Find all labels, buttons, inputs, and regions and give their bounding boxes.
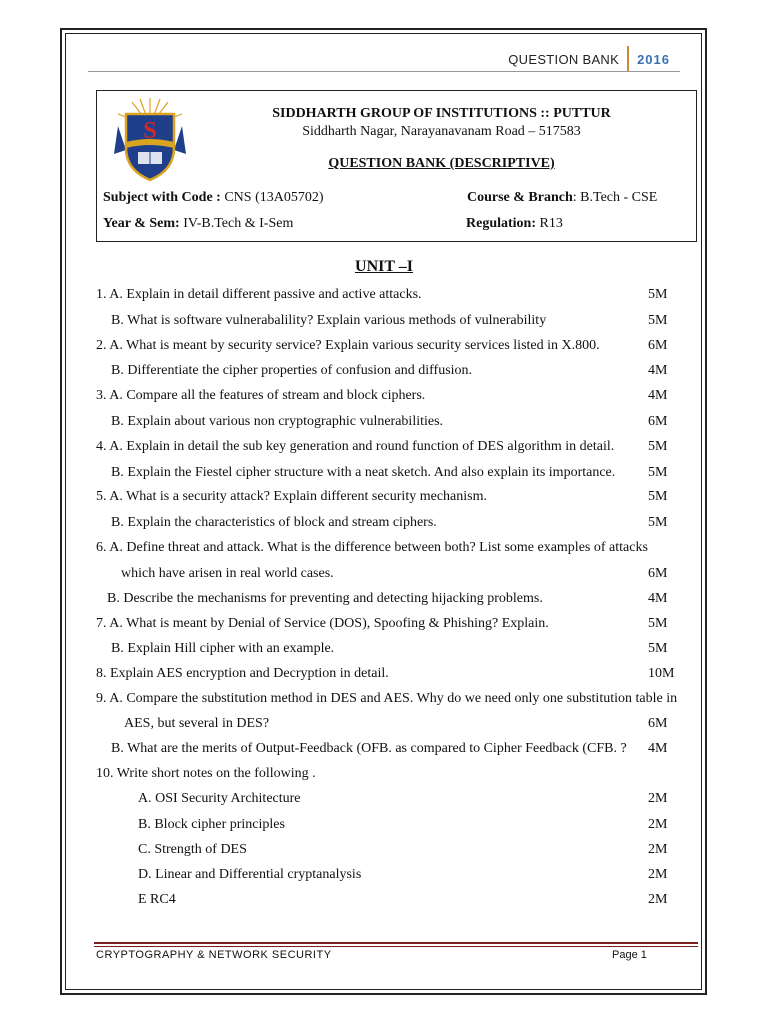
question-row: [96, 388, 696, 408]
question-text: 7. A. What is meant by Denial of Service (DOS), Spoofing & Phishing? Explain.: [96, 616, 549, 631]
question-row: [96, 566, 696, 586]
header-label: QUESTION BANK: [508, 51, 620, 67]
question-row: [96, 741, 696, 761]
question-row: [96, 616, 696, 636]
page-header: [508, 46, 670, 72]
question-text: which have arisen in real world cases.: [121, 566, 334, 581]
question-marks: 6M: [648, 414, 668, 429]
question-text: D. Linear and Differential cryptanalysis: [138, 867, 362, 882]
question-marks: 2M: [648, 791, 668, 806]
question-marks: 4M: [648, 388, 668, 403]
question-text: B. Block cipher principles: [138, 817, 285, 832]
question-text: 2. A. What is meant by security service? Explain various security services listed in X.800.: [96, 338, 600, 353]
question-row: [96, 867, 696, 887]
question-text: B. Describe the mechanisms for preventing and detecting hijacking problems.: [107, 591, 543, 606]
question-text: E RC4: [138, 892, 176, 907]
question-row: [96, 515, 696, 535]
question-marks: 4M: [648, 363, 668, 378]
question-row: [96, 892, 696, 912]
unit-title: UNIT –I: [355, 258, 413, 275]
question-marks: 6M: [648, 338, 668, 353]
subject-field: [103, 190, 324, 206]
question-row: [96, 313, 696, 333]
header-rule: [88, 71, 680, 72]
question-marks: 2M: [648, 817, 668, 832]
question-text: C. Strength of DES: [138, 842, 247, 857]
question-marks: 5M: [648, 465, 668, 480]
question-marks: 5M: [648, 641, 668, 656]
footer-subject: CRYPTOGRAPHY & NETWORK SECURITY: [96, 949, 332, 961]
question-marks: 5M: [648, 489, 668, 504]
institution-address: Siddharth Nagar, Narayanavanam Road – 517583: [302, 124, 581, 139]
question-marks: 6M: [648, 566, 668, 581]
year-field: [103, 216, 293, 232]
page-number: Page 1: [612, 949, 647, 961]
question-marks: 5M: [648, 515, 668, 530]
year-value: IV-B.Tech & I-Sem: [179, 216, 294, 231]
question-row: [96, 489, 696, 509]
question-text: B. Explain about various non cryptographic vulnerabilities.: [111, 414, 444, 429]
regulation-value: R13: [536, 216, 563, 231]
question-text: B. Explain Hill cipher with an example.: [111, 641, 335, 656]
regulation-field: [466, 216, 563, 232]
question-text: 10. Write short notes on the following .: [96, 766, 316, 781]
question-text: 4. A. Explain in detail the sub key generation and round function of DES algorithm in detail.: [96, 439, 615, 454]
question-row: [96, 716, 696, 736]
question-text: B. What is software vulnerabalility? Explain various methods of vulnerability: [111, 313, 547, 328]
question-text: 8. Explain AES encryption and Decryption in detail.: [96, 666, 389, 681]
question-marks: 4M: [648, 591, 668, 606]
question-text: B. Explain the characteristics of block and stream ciphers.: [111, 515, 437, 530]
question-marks: 5M: [648, 287, 668, 302]
course-field: [467, 190, 657, 206]
question-row: [96, 591, 696, 611]
regulation-label: Regulation:: [466, 216, 536, 231]
question-text: A. OSI Security Architecture: [138, 791, 301, 806]
question-marks: 5M: [648, 313, 668, 328]
question-marks: 4M: [648, 741, 668, 756]
question-row: [96, 842, 696, 862]
question-row: [96, 791, 696, 811]
course-label: Course & Branch: [467, 190, 573, 205]
question-marks: 2M: [648, 867, 668, 882]
course-value: : B.Tech - CSE: [572, 190, 658, 205]
question-text: 3. A. Compare all the features of stream and block ciphers.: [96, 388, 426, 403]
question-row: [96, 414, 696, 434]
question-row: [96, 338, 696, 358]
footer-rule: [94, 946, 698, 947]
question-text: AES, but several in DES?: [124, 716, 270, 731]
svg-text:S: S: [143, 118, 157, 144]
question-row: [96, 465, 696, 485]
question-text: 5. A. What is a security attack? Explain different security mechanism.: [96, 489, 487, 504]
question-row: [96, 691, 696, 711]
question-marks: 5M: [648, 616, 668, 631]
header-separator: [627, 46, 629, 72]
question-text: B. Explain the Fiestel cipher structure with a neat sketch. And also explain its importance.: [111, 465, 616, 480]
question-marks: 2M: [648, 842, 668, 857]
question-text: 1. A. Explain in detail different passive and active attacks.: [96, 287, 422, 302]
question-row: [96, 766, 696, 786]
header-year: 2016: [637, 51, 670, 67]
question-text: B. Differentiate the cipher properties of confusion and diffusion.: [111, 363, 473, 378]
question-text: B. What are the merits of Output-Feedback (OFB. as compared to Cipher Feedback (CFB. ?: [111, 741, 627, 756]
question-marks: 6M: [648, 716, 668, 731]
question-row: [96, 641, 696, 661]
subject-value: CNS (13A05702): [220, 190, 324, 205]
question-row: [96, 439, 696, 459]
question-text: 6. A. Define threat and attack. What is the difference between both? List some examples of attacks: [96, 540, 648, 555]
question-row: [96, 287, 696, 307]
question-marks: 2M: [648, 892, 668, 907]
footer-rule: [94, 942, 698, 944]
question-marks: 5M: [648, 439, 668, 454]
document-title: QUESTION BANK (DESCRIPTIVE): [328, 156, 555, 171]
question-row: [96, 363, 696, 383]
subject-label: Subject with Code :: [103, 190, 221, 205]
question-marks: 10M: [648, 666, 675, 681]
institution-name: SIDDHARTH GROUP OF INSTITUTIONS :: PUTTUR: [272, 106, 611, 121]
question-row: [96, 666, 696, 686]
question-row: [96, 817, 696, 837]
question-text: 9. A. Compare the substitution method in DES and AES. Why do we need only one substitution table in: [96, 691, 678, 706]
question-row: [96, 540, 696, 560]
year-label: Year & Sem:: [103, 216, 180, 231]
